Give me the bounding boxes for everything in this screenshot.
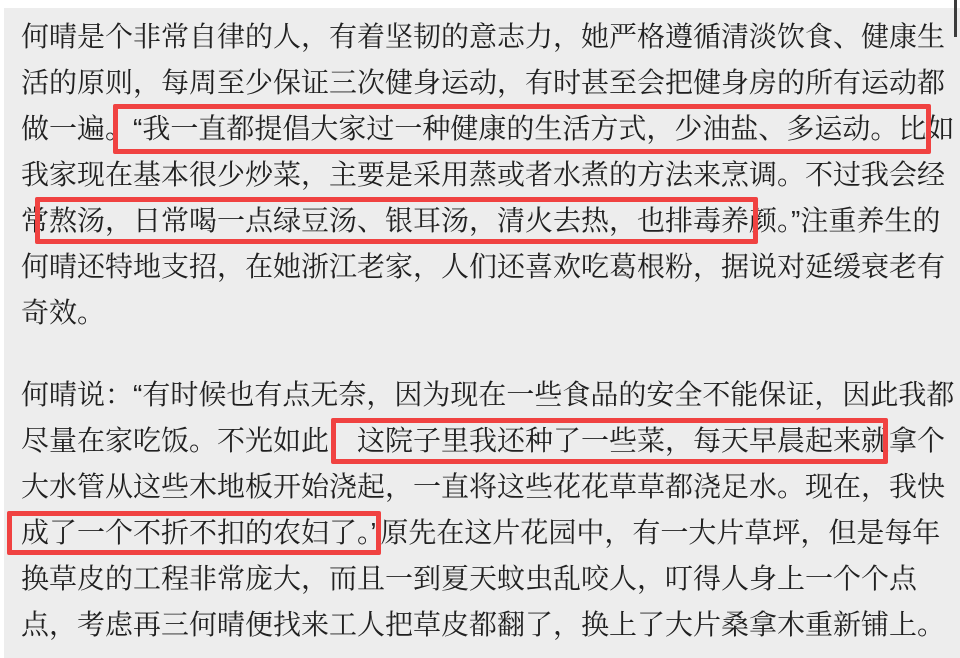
text-line: 何晴说：“有时候也有点无奈，因为现在一些食品的安全不能保证，因此我都 (21, 379, 955, 410)
scrollbar-thumb[interactable] (954, 0, 957, 37)
text-line: 我家现在基本很少炒菜，主要是采用蒸或者水煮的方法来烹调。不过我会经 (21, 159, 946, 190)
text-line: 尽量在家吃饭。不光如此，这院子里我还种了一些菜，每天早晨起来就拿个 (21, 425, 946, 456)
text-line: 活的原则，每周至少保证三次健身运动，有时甚至会把健身房的所有运动都 (21, 67, 946, 98)
text-line: 常熬汤，日常喝一点绿豆汤、银耳汤，清火去热，也排毒养颜。”注重养生的 (21, 205, 941, 236)
text-line: 成了一个不折不扣的农妇了。”原先在这片花园中，有一大片草坪，但是每年 (21, 517, 941, 548)
paragraph-2 (21, 372, 955, 648)
text-line: 何晴还特地支招，在她浙江老家，人们还喜欢吃葛根粉，据说对延缓衰老有 (21, 251, 946, 282)
text-line: 何晴是个非常自律的人，有着坚韧的意志力，她严格遵循清淡饮食、健康生 (21, 21, 946, 52)
text-line: 做一遍。“我一直都提倡大家过一种健康的生活方式，少油盐、多运动。比如 (21, 113, 955, 144)
text-line: 点，考虑再三何晴便找来工人把草皮都翻了，换上了大片桑拿木重新铺上。 (21, 609, 946, 640)
article-text (21, 14, 955, 648)
text-line: 奇效。 (21, 297, 106, 328)
text-line: 大水管从这些木地板开始浇起，一直将这些花花草草都浇足水。现在，我快 (21, 471, 946, 502)
paragraph-1 (21, 14, 955, 336)
left-white-strip (0, 0, 4, 658)
text-line: 换草皮的工程非常庞大，而且一到夏天蚊虫乱咬人，叮得人身上一个个点 (21, 563, 918, 594)
top-white-strip (0, 0, 960, 8)
